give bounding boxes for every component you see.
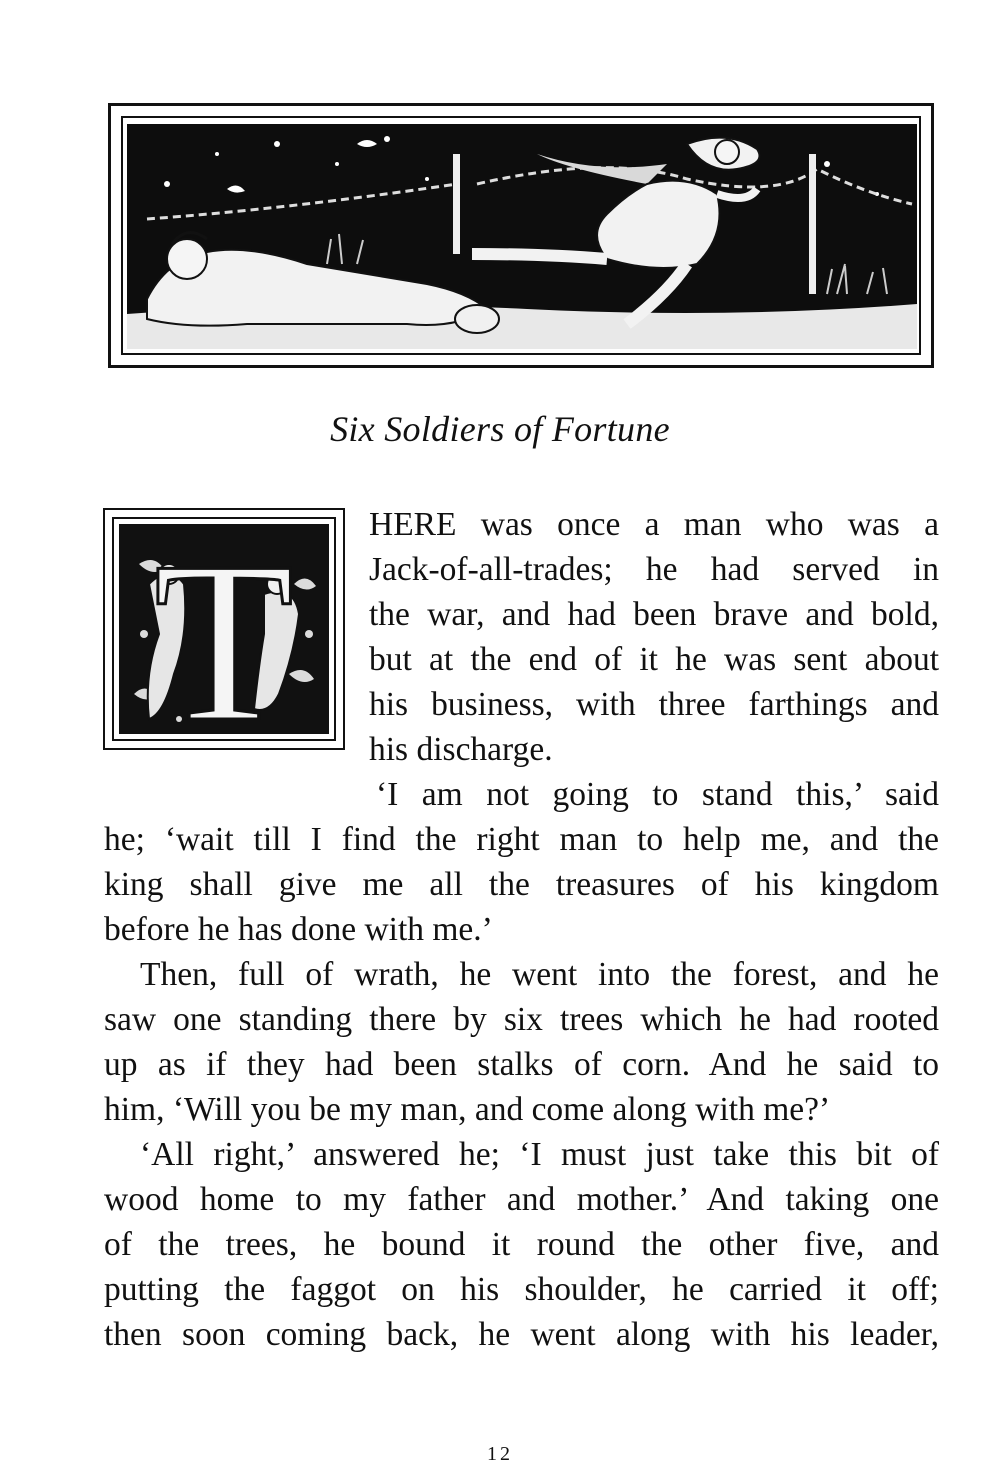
text-line: HERE was once a man who was a [369,506,939,543]
text-line: he; ‘wait till I find the right man to help me, and the [104,821,939,858]
paragraph-4 [104,1132,939,1357]
paragraph-1 [369,502,939,772]
text-line: his business, with three farthings and [369,686,939,723]
text-line: ‘I am not going to stand this,’ said [376,776,939,813]
text-line: him, ‘Will you be my man, and come along with me?’ [104,1091,831,1128]
text-line: of the trees, he bound it round the other five, and [104,1226,939,1263]
drop-cap-illustration [119,524,329,734]
header-illustration [127,124,917,349]
text-line: then soon coming back, he went along with his leader, [104,1316,939,1353]
story-title: Six Soldiers of Fortune [330,409,670,449]
header-illustration-frame [108,103,934,368]
paragraph-2 [104,772,939,952]
text-line: wood home to my father and mother.’ And taking one [104,1181,939,1218]
text-line: saw one standing there by six trees which he had rooted [104,1001,939,1038]
page-number: 12 [487,1443,513,1465]
drop-cap-letter-t-icon [119,524,329,734]
sleeping-man-and-running-woman-illustration-icon [127,124,917,349]
svg-text:T: T [153,524,295,734]
text-line: up as if they had been stalks of corn. And he said to [104,1046,939,1083]
text-line: the war, and had been brave and bold, [369,596,939,633]
text-line: before he has done with me.’ [104,911,493,948]
text-line: putting the faggot on his shoulder, he carried it off; [104,1271,939,1308]
text-line: Then, full of wrath, he went into the forest, and he [140,956,939,993]
text-line: ‘All right,’ answered he; ‘I must just take this bit of [140,1136,939,1173]
text-line: Jack-of-all-trades; he had served in [369,551,939,588]
drop-cap-frame [103,508,345,750]
paragraph-3 [104,952,939,1132]
text-line: but at the end of it he was sent about [369,641,939,678]
text-line: king shall give me all the treasures of his kingdom [104,866,939,903]
text-line: his discharge. [369,731,553,768]
